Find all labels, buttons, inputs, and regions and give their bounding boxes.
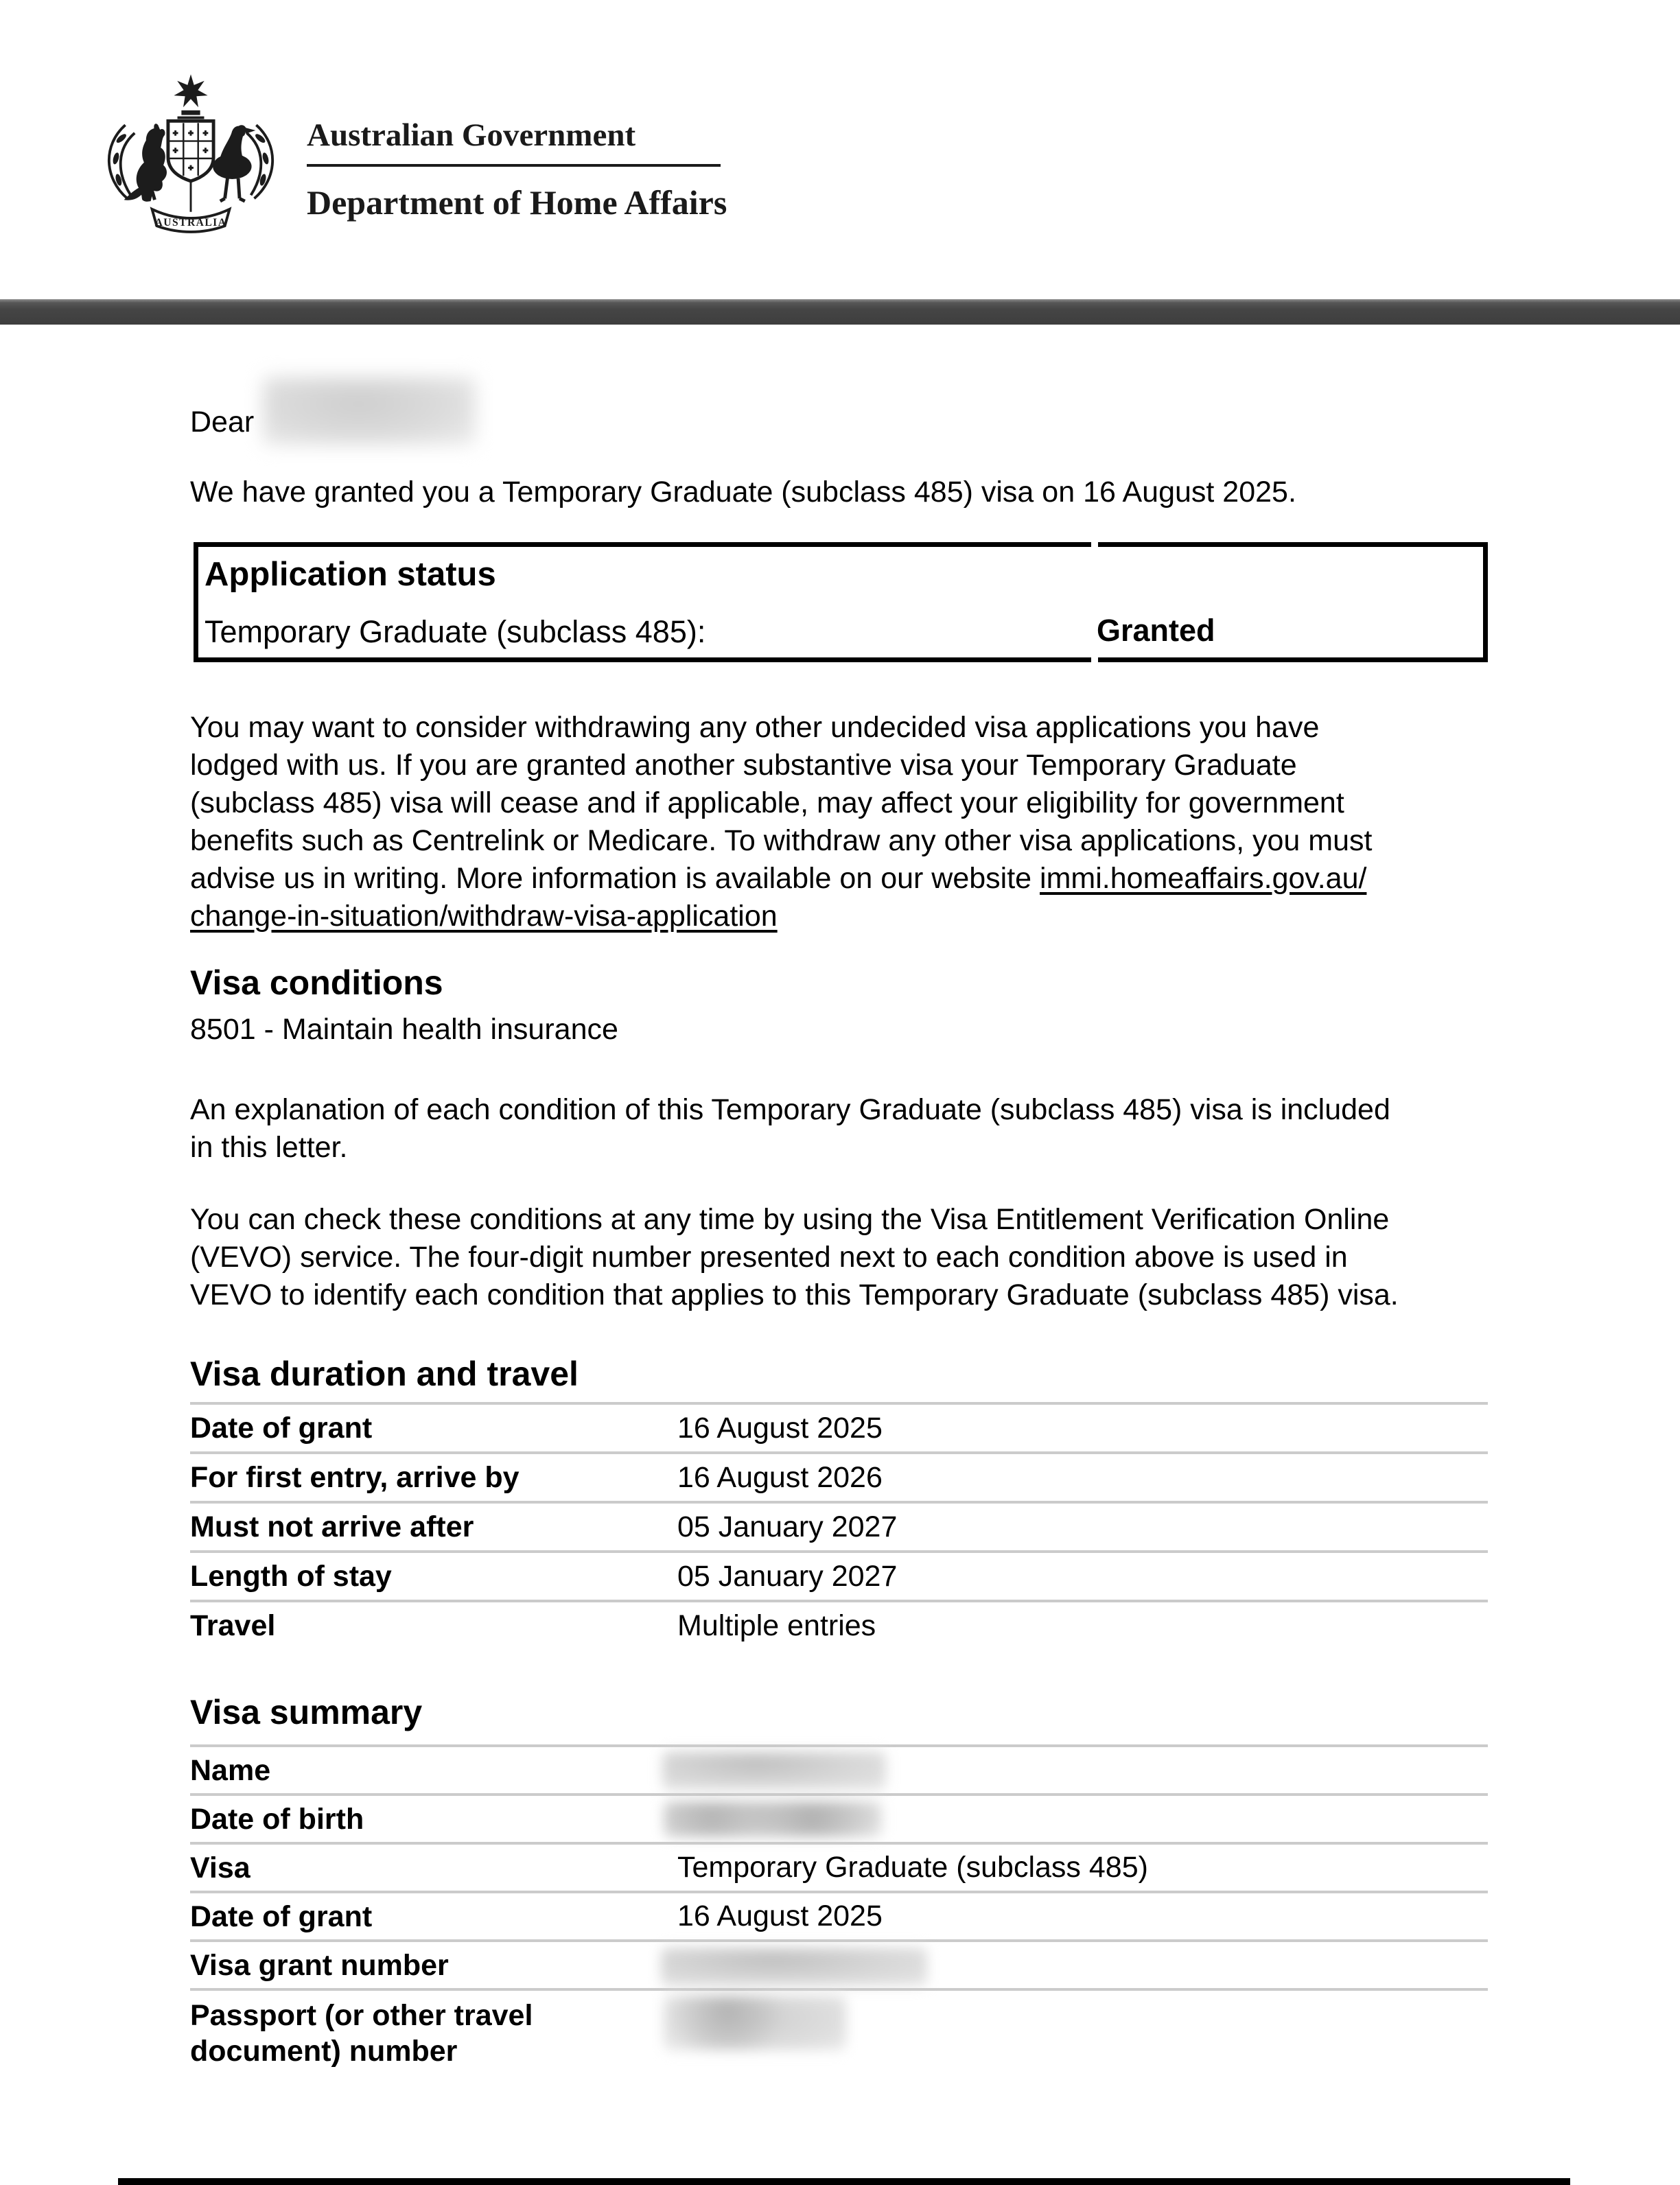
visa-summary-table	[190, 1744, 1488, 2084]
row-label: Visa grant number	[190, 1948, 449, 1982]
paragraph-line: benefits such as Centrelink or Medicare. To withdraw any other visa applications, you must	[190, 824, 1373, 857]
row-label: Length of stay	[190, 1560, 392, 1593]
table-row	[190, 1550, 1488, 1600]
row-value: 16 August 2025	[677, 1900, 883, 1932]
row-label: Travel	[190, 1609, 276, 1642]
redacted-name-value	[662, 1751, 886, 1790]
row-label: Date of grant	[190, 1900, 373, 1933]
paragraph-line: (VEVO) service. The four-digit number presented next to each condition above is used in	[190, 1241, 1348, 1274]
withdraw-paragraph	[190, 709, 1501, 935]
row-label: Name	[190, 1753, 271, 1787]
application-status-box	[194, 542, 1488, 662]
header-divider	[307, 164, 721, 167]
row-label: Passport (or other travel document) number	[190, 1999, 533, 2068]
withdraw-info-link[interactable]: immi.homeaffairs.gov.au/	[1040, 862, 1367, 895]
table-row	[190, 1842, 1488, 1891]
conditions-explanation-1	[190, 1091, 1501, 1167]
table-row	[190, 1793, 1488, 1842]
redacted-date-of-birth-value	[664, 1801, 882, 1837]
table-row	[190, 1600, 1488, 1649]
paragraph-line: (subclass 485) visa will cease and if applicable, may affect your eligibility for government	[190, 786, 1344, 819]
paragraph-text: advise us in writing. More information is available on our website	[190, 862, 1040, 895]
visa-duration-table	[190, 1402, 1488, 1649]
application-visa-label: Temporary Graduate (subclass 485):	[205, 614, 706, 649]
paragraph-line: in this letter.	[190, 1131, 348, 1164]
table-row	[190, 1402, 1488, 1451]
withdraw-info-link-continued[interactable]: change-in-situation/withdraw-visa-application	[190, 900, 778, 933]
visa-conditions-heading: Visa conditions	[190, 963, 443, 1002]
salutation: Dear	[190, 406, 255, 439]
row-value: 16 August 2025	[677, 1411, 883, 1445]
table-row	[190, 1451, 1488, 1501]
row-value: Multiple entries	[677, 1609, 876, 1642]
redacted-visa-grant-number-value	[661, 1948, 927, 1986]
footer-band	[118, 2178, 1570, 2185]
row-value: 05 January 2027	[677, 1559, 898, 1593]
paragraph-line	[190, 898, 1501, 935]
grant-statement: We have granted you a Temporary Graduate (subclass 485) visa on 16 August 2025.	[190, 476, 1296, 509]
application-status-title: Application status	[205, 556, 496, 593]
header-band	[0, 299, 1680, 325]
table-row	[190, 1891, 1488, 1939]
coat-of-arms	[91, 71, 291, 239]
row-label: Visa	[190, 1851, 250, 1884]
table-row	[190, 1988, 1488, 2084]
row-label: For first entry, arrive by	[190, 1461, 520, 1494]
row-value: Temporary Graduate (subclass 485)	[677, 1851, 1148, 1884]
border-gap-bottom	[1091, 657, 1098, 662]
table-row	[190, 1939, 1488, 1988]
redacted-recipient-name	[263, 377, 476, 445]
row-value: 16 August 2026	[677, 1460, 883, 1494]
government-title: Australian Government	[307, 117, 636, 153]
paragraph-line: lodged with us. If you are granted another substantive visa your Temporary Graduate	[190, 749, 1297, 782]
crest-banner-label: AUSTRALIA	[154, 217, 227, 229]
status-granted-value: Granted	[1097, 613, 1215, 648]
table-row	[190, 1501, 1488, 1550]
visa-duration-heading: Visa duration and travel	[190, 1355, 579, 1393]
redacted-passport-number-value	[664, 1996, 846, 2050]
row-label: Must not arrive after	[190, 1510, 474, 1543]
paragraph-line: You can check these conditions at any time by using the Visa Entitlement Verification Online	[190, 1203, 1390, 1236]
department-title: Department of Home Affairs	[307, 183, 727, 222]
border-gap-top	[1091, 542, 1098, 547]
conditions-explanation-2	[190, 1201, 1501, 1314]
visa-summary-heading: Visa summary	[190, 1693, 423, 1731]
row-label: Date of grant	[190, 1412, 373, 1445]
row-label: Date of birth	[190, 1802, 364, 1836]
table-row	[190, 1744, 1488, 1793]
paragraph-line	[190, 860, 1501, 898]
paragraph-line: You may want to consider withdrawing any other undecided visa applications you have	[190, 711, 1320, 744]
row-value: 05 January 2027	[677, 1510, 898, 1543]
paragraph-line: VEVO to identify each condition that applies to this Temporary Graduate (subclass 485) visa.	[190, 1278, 1399, 1311]
paragraph-line: An explanation of each condition of this Temporary Graduate (subclass 485) visa is included	[190, 1093, 1390, 1126]
commonwealth-star-icon	[174, 74, 207, 107]
condition-8501: 8501 - Maintain health insurance	[190, 1013, 618, 1046]
